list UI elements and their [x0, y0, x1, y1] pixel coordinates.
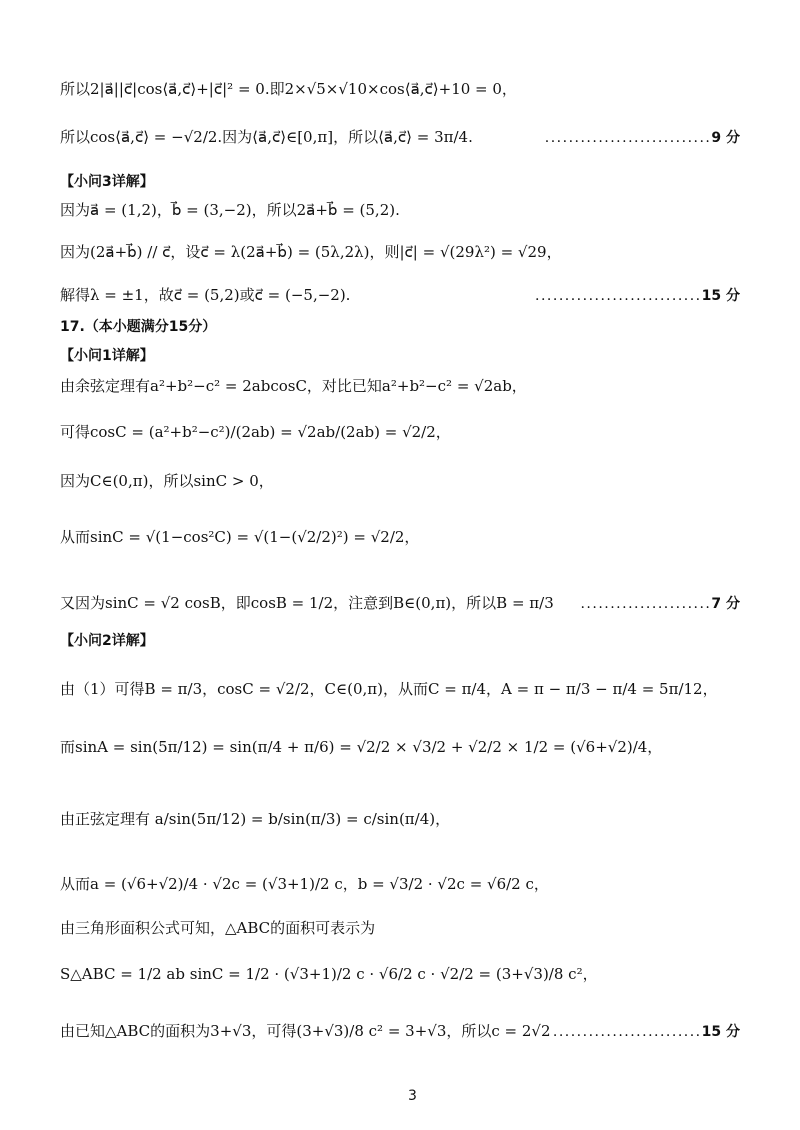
- line-text: 因为C∈(0,π)，所以sinC > 0，: [60, 472, 274, 490]
- line-text: 所以2|a⃗||c⃗|cos⟨a⃗,c⃗⟩+|c⃗|² = 0.即2×√5×√10×cos⟨a⃗,c⃗⟩+10 = 0，: [60, 80, 517, 98]
- text-line: [60, 682, 740, 697]
- line-text: 又因为sinC = √2 cosB，即cosB = 1/2，注意到B∈(0,π)，所以B = π/3: [60, 594, 554, 612]
- line-text: 由已知△ABC的面积为3+√3，可得(3+√3)/8 c² = 3+√3，所以c = 2√2: [60, 1022, 551, 1040]
- text-line: [60, 82, 740, 97]
- line-text: S△ABC = 1/2 ab sinC = 1/2 · (√3+1)/2 c · √6/2 c · √2/2 = (3+√3)/8 c²，: [60, 965, 598, 983]
- text-line: [60, 130, 740, 145]
- line-text: 由（1）可得B = π/3，cosC = √2/2，C∈(0,π)，从而C = π/4，A = π − π/3 − π/4 = 5π/12，: [60, 680, 718, 698]
- score-label: 7 分: [711, 595, 740, 612]
- line-text: 所以cos⟨a⃗,c⃗⟩ = −√2/2.因为⟨a⃗,c⃗⟩∈[0,π]，所以⟨a⃗,c⃗⟩ = 3π/4.: [60, 128, 473, 146]
- section-heading: [60, 634, 740, 648]
- heading-text: 【小问2详解】: [60, 633, 154, 649]
- text-line: [60, 425, 740, 440]
- section-heading: [60, 175, 740, 189]
- leader-dots: ............................: [544, 129, 712, 146]
- text-line: [60, 596, 740, 611]
- score-label: 15 分: [701, 1023, 740, 1040]
- page-number: 3: [408, 1088, 417, 1104]
- text-line: [60, 288, 740, 303]
- text-line: [60, 921, 740, 936]
- line-text: 因为a⃗ = (1,2)，b⃗ = (3,−2)，所以2a⃗+b⃗ = (5,2).: [60, 201, 400, 219]
- heading-text: 17.（本小题满分15分）: [60, 319, 217, 335]
- heading-text: 【小问3详解】: [60, 174, 154, 190]
- text-line: [60, 812, 740, 827]
- score-label: 9 分: [711, 129, 740, 146]
- score-label: 15 分: [701, 287, 740, 304]
- line-text: 由余弦定理有a²+b²−c² = 2abcosC，对比已知a²+b²−c² = √2ab，: [60, 377, 527, 395]
- question-heading: [60, 320, 740, 334]
- text-line: [60, 877, 740, 892]
- text-line: [60, 967, 740, 982]
- line-text: 可得cosC = (a²+b²−c²)/(2ab) = √2ab/(2ab) = √2/2，: [60, 423, 451, 441]
- line-text: 解得λ = ±1，故c⃗ = (5,2)或c⃗ = (−5,−2).: [60, 286, 351, 304]
- heading-text: 【小问1详解】: [60, 348, 154, 364]
- leader-dots: ......................: [580, 595, 712, 612]
- text-line: [60, 379, 740, 394]
- line-text: 由正弦定理有 a/sin(5π/12) = b/sin(π/3) = c/sin(π/4)，: [60, 810, 451, 828]
- text-line: [60, 740, 740, 755]
- text-line: [60, 203, 740, 218]
- leader-dots: ............................: [535, 287, 702, 304]
- section-heading: [60, 349, 740, 363]
- line-text: 因为(2a⃗+b⃗) // c⃗，设c⃗ = λ(2a⃗+b⃗) = (5λ,2λ)，则|c⃗| = √(29λ²) = √29，: [60, 243, 562, 261]
- text-line: [60, 530, 740, 545]
- text-line: [60, 474, 740, 489]
- text-line: [60, 1024, 740, 1039]
- line-text: 由三角形面积公式可知，△ABC的面积可表示为: [60, 919, 376, 937]
- line-text: 从而a = (√6+√2)/4 · √2c = (√3+1)/2 c，b = √3/2 · √2c = √6/2 c，: [60, 875, 549, 893]
- line-text: 而sinA = sin(5π/12) = sin(π/4 + π/6) = √2/2 × √3/2 + √2/2 × 1/2 = (√6+√2)/4，: [60, 738, 663, 756]
- text-line: [60, 245, 740, 260]
- leader-dots: .........................: [552, 1023, 702, 1040]
- line-text: 从而sinC = √(1−cos²C) = √(1−(√2/2)²) = √2/2，: [60, 528, 420, 546]
